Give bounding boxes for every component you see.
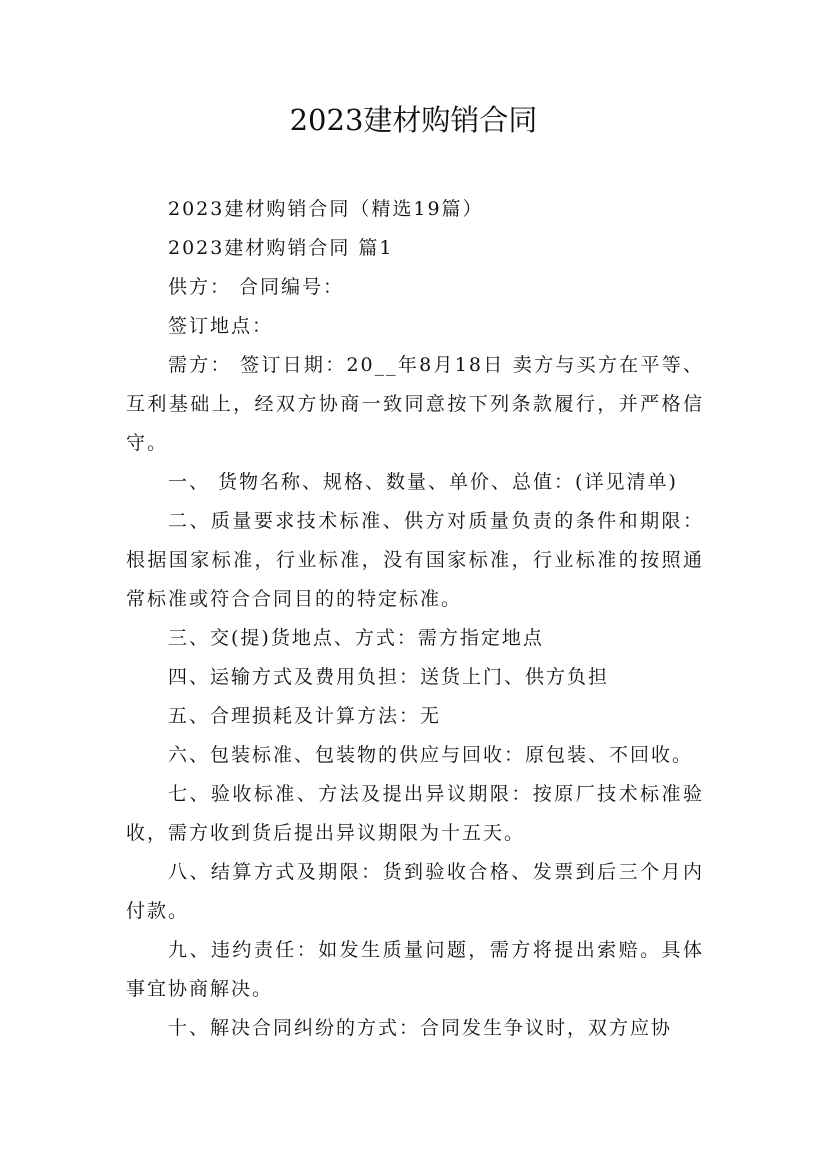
paragraph-article-heading: 2023建材购销合同 篇1: [168, 237, 394, 259]
paragraph-buyer: 需方： 签订日期：20__年8月18日 卖方与买方在平等、互利基础上，经双方协商一致同意按下列条款履行，并严格信守。: [126, 354, 704, 454]
paragraph-clause-10: 十、解决合同纠纷的方式：合同发生争议时，双方应协: [168, 1017, 673, 1039]
document-title: 2023建材购销合同: [289, 103, 538, 137]
paragraph-clause-9: 九、违约责任：如发生质量问题，需方将提出索赔。具体事宜协商解决。: [126, 939, 704, 1000]
paragraph-signing-place: 签订地点：: [168, 315, 274, 337]
paragraph-clause-2: 二、质量要求技术标准、供方对质量负责的条件和期限：根据国家标准，行业标准，没有国家标准，行业标准的按照通常标准或符合合同目的的特定标准。: [126, 510, 704, 610]
paragraph-clause-8: 八、结算方式及期限：货到验收合格、发票到后三个月内付款。: [126, 861, 704, 922]
paragraph-clause-6: 六、包装标准、包装物的供应与回收：原包装、不回收。: [168, 744, 694, 766]
paragraph-clause-7: 七、验收标准、方法及提出异议期限：按原厂技术标准验收，需方收到货后提出异议期限为十五天。: [126, 783, 704, 844]
paragraph-clause-1: 一、 货物名称、规格、数量、单价、总值：(详见清单): [168, 471, 678, 493]
paragraph-clause-4: 四、运输方式及费用负担：送货上门、供方负担: [168, 666, 610, 688]
paragraph-supplier: 供方： 合同编号：: [168, 276, 345, 298]
document-body: [126, 190, 704, 1048]
paragraph-clause-3: 三、交(提)货地点、方式：需方指定地点: [168, 627, 544, 649]
paragraph-clause-5: 五、合理损耗及计算方法：无: [168, 705, 442, 727]
paragraph-subtitle: 2023建材购销合同（精选19篇）: [168, 198, 484, 220]
